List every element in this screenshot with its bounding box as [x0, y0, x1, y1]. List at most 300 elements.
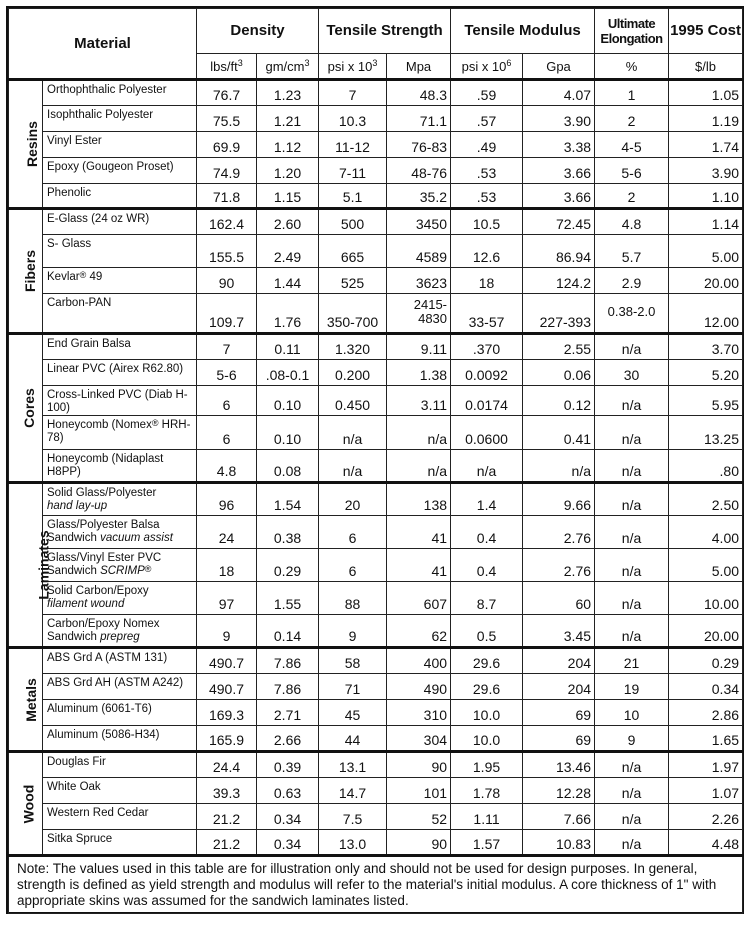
value-cell: 10.5 — [451, 209, 523, 235]
table-row — [9, 294, 743, 334]
value-cell: n/a — [595, 516, 669, 549]
value-cell: 4589 — [387, 235, 451, 268]
value-cell: 169.3 — [197, 700, 257, 726]
value-cell: n/a — [595, 615, 669, 648]
table-row — [9, 106, 743, 132]
value-cell: 1.320 — [319, 334, 387, 360]
material-properties-table — [8, 8, 743, 914]
value-cell: 39.3 — [197, 778, 257, 804]
value-cell: 227-393 — [523, 294, 595, 334]
value-cell: 4-5 — [595, 132, 669, 158]
value-cell: 30 — [595, 360, 669, 386]
category-label: Laminates — [35, 530, 52, 600]
value-cell: .49 — [451, 132, 523, 158]
value-cell: 9 — [595, 726, 669, 752]
value-cell: 1.97 — [669, 752, 743, 778]
value-cell: 1.55 — [257, 582, 319, 615]
value-cell: .370 — [451, 334, 523, 360]
value-cell: 124.2 — [523, 268, 595, 294]
value-cell: 10.0 — [451, 700, 523, 726]
value-cell: 45 — [319, 700, 387, 726]
material-name: Linear PVC (Airex R62.80) — [43, 360, 197, 386]
table-row — [9, 235, 743, 268]
material-name: Epoxy (Gougeon Proset) — [43, 158, 197, 184]
value-cell: 9 — [197, 615, 257, 648]
value-cell: 0.29 — [257, 549, 319, 582]
value-cell: 0.0092 — [451, 360, 523, 386]
value-cell: 86.94 — [523, 235, 595, 268]
value-cell: 350-700 — [319, 294, 387, 334]
value-cell: 0.38 — [257, 516, 319, 549]
table-row — [9, 450, 743, 483]
value-cell: 1.07 — [669, 778, 743, 804]
value-cell: 88 — [319, 582, 387, 615]
value-cell: n/a — [595, 450, 669, 483]
value-cell: 20.00 — [669, 615, 743, 648]
value-cell: 33-57 — [451, 294, 523, 334]
value-cell: 1.14 — [669, 209, 743, 235]
value-cell: 10.0 — [451, 726, 523, 752]
value-cell: 48-76 — [387, 158, 451, 184]
material-name: Carbon-PAN — [43, 294, 197, 334]
value-cell: 0.10 — [257, 416, 319, 450]
value-cell: 0.12 — [523, 386, 595, 416]
value-cell: 21.2 — [197, 830, 257, 856]
value-cell: 7 — [197, 334, 257, 360]
value-cell: 3.90 — [523, 106, 595, 132]
value-cell: 13.0 — [319, 830, 387, 856]
value-cell: 0.06 — [523, 360, 595, 386]
value-cell: n/a — [595, 549, 669, 582]
value-cell: 5.1 — [319, 184, 387, 209]
value-cell: 9.11 — [387, 334, 451, 360]
value-cell: 1.54 — [257, 483, 319, 516]
material-name: Orthophthalic Polyester — [43, 80, 197, 106]
table-row — [9, 483, 743, 516]
value-cell: 3.90 — [669, 158, 743, 184]
value-cell: n/a — [595, 386, 669, 416]
material-name: Solid Carbon/Epoxy filament wound — [43, 582, 197, 615]
value-cell: 0.200 — [319, 360, 387, 386]
value-cell: 10.00 — [669, 582, 743, 615]
value-cell: 18 — [197, 549, 257, 582]
value-cell: 109.7 — [197, 294, 257, 334]
value-cell: .08-0.1 — [257, 360, 319, 386]
value-cell: 20.00 — [669, 268, 743, 294]
value-cell: n/a — [595, 416, 669, 450]
value-cell: 20 — [319, 483, 387, 516]
value-cell: 69 — [523, 700, 595, 726]
value-cell: 1.74 — [669, 132, 743, 158]
value-cell: 1.38 — [387, 360, 451, 386]
material-name: Cross-Linked PVC (Diab H-100) — [43, 386, 197, 416]
value-cell: 310 — [387, 700, 451, 726]
value-cell: 7.86 — [257, 674, 319, 700]
unit-percent: % — [595, 54, 669, 80]
value-cell: 3.38 — [523, 132, 595, 158]
value-cell: 5-6 — [595, 158, 669, 184]
value-cell: 4.07 — [523, 80, 595, 106]
unit-dollars-per-lb: $/lb — [669, 54, 743, 80]
value-cell: 3.11 — [387, 386, 451, 416]
category-cores — [9, 334, 43, 483]
value-cell: 11-12 — [319, 132, 387, 158]
category-label: Metals — [22, 677, 39, 722]
value-cell: 1.44 — [257, 268, 319, 294]
material-name: Aluminum (6061-T6) — [43, 700, 197, 726]
unit-gpa: Gpa — [523, 54, 595, 80]
table-row — [9, 582, 743, 615]
material-name: Carbon/Epoxy Nomex Sandwich prepreg — [43, 615, 197, 648]
material-name: Western Red Cedar — [43, 804, 197, 830]
value-cell: 7.66 — [523, 804, 595, 830]
value-cell: 13.1 — [319, 752, 387, 778]
value-cell: 0.08 — [257, 450, 319, 483]
value-cell: 2.76 — [523, 549, 595, 582]
value-cell: 1.78 — [451, 778, 523, 804]
value-cell: 2.26 — [669, 804, 743, 830]
table-row — [9, 549, 743, 582]
value-cell: 490.7 — [197, 674, 257, 700]
value-cell: 2.50 — [669, 483, 743, 516]
value-cell: 7 — [319, 80, 387, 106]
material-name: Phenolic — [43, 184, 197, 209]
header-cost: 1995 Cost — [669, 9, 743, 54]
value-cell: 1.95 — [451, 752, 523, 778]
material-name: ABS Grd AH (ASTM A242) — [43, 674, 197, 700]
value-cell: 2.49 — [257, 235, 319, 268]
header-tensile-modulus: Tensile Modulus — [451, 9, 595, 54]
table-row — [9, 674, 743, 700]
table-row — [9, 648, 743, 674]
value-cell: 3.70 — [669, 334, 743, 360]
value-cell: 3.66 — [523, 158, 595, 184]
table-row — [9, 615, 743, 648]
material-name: White Oak — [43, 778, 197, 804]
value-cell: 41 — [387, 549, 451, 582]
value-cell: 304 — [387, 726, 451, 752]
value-cell: 4.8 — [197, 450, 257, 483]
value-cell: 500 — [319, 209, 387, 235]
value-cell: 2.9 — [595, 268, 669, 294]
value-cell: 1.19 — [669, 106, 743, 132]
value-cell: 1.76 — [257, 294, 319, 334]
value-cell: 90 — [387, 752, 451, 778]
value-cell: 10.3 — [319, 106, 387, 132]
value-cell: 74.9 — [197, 158, 257, 184]
value-cell: 0.63 — [257, 778, 319, 804]
value-cell: 490.7 — [197, 648, 257, 674]
value-cell: 7-11 — [319, 158, 387, 184]
unit-psi-1e3: psi x $10^3$ — [319, 54, 387, 80]
value-cell: 0.0600 — [451, 416, 523, 450]
value-cell: 29.6 — [451, 674, 523, 700]
unit-mpa: Mpa — [387, 54, 451, 80]
value-cell: 21.2 — [197, 804, 257, 830]
value-cell: 2.76 — [523, 516, 595, 549]
value-cell: 12.28 — [523, 778, 595, 804]
material-name: Solid Glass/Polyester hand lay-up — [43, 483, 197, 516]
value-cell: 0.38-2.0 — [595, 294, 669, 334]
value-cell: n/a — [387, 416, 451, 450]
value-cell: 6 — [197, 416, 257, 450]
material-name: Glass/Polyester Balsa Sandwich vacuum assist — [43, 516, 197, 549]
value-cell: 48.3 — [387, 80, 451, 106]
value-cell: 0.29 — [669, 648, 743, 674]
category-resins — [9, 80, 43, 209]
value-cell: 35.2 — [387, 184, 451, 209]
value-cell: n/a — [595, 582, 669, 615]
value-cell: 5.00 — [669, 235, 743, 268]
value-cell: 24.4 — [197, 752, 257, 778]
value-cell: 525 — [319, 268, 387, 294]
table-row — [9, 268, 743, 294]
value-cell: 1.57 — [451, 830, 523, 856]
material-name: E-Glass (24 oz WR) — [43, 209, 197, 235]
material-name: Kevlar® 49 — [43, 268, 197, 294]
table-row — [9, 700, 743, 726]
table-row — [9, 516, 743, 549]
value-cell: 0.0174 — [451, 386, 523, 416]
table-row — [9, 334, 743, 360]
value-cell: 97 — [197, 582, 257, 615]
header-material: Material — [9, 9, 197, 80]
category-label: Wood — [20, 784, 37, 823]
value-cell: 162.4 — [197, 209, 257, 235]
value-cell: 24 — [197, 516, 257, 549]
value-cell: 71 — [319, 674, 387, 700]
value-cell: 2.60 — [257, 209, 319, 235]
table-row — [9, 158, 743, 184]
value-cell: 101 — [387, 778, 451, 804]
table-row — [9, 132, 743, 158]
value-cell: 90 — [387, 830, 451, 856]
value-cell: .53 — [451, 158, 523, 184]
category-metals — [9, 648, 43, 752]
value-cell: 52 — [387, 804, 451, 830]
value-cell: 665 — [319, 235, 387, 268]
value-cell: n/a — [451, 450, 523, 483]
material-name: Aluminum (5086-H34) — [43, 726, 197, 752]
value-cell: .53 — [451, 184, 523, 209]
value-cell: 69.9 — [197, 132, 257, 158]
value-cell: 138 — [387, 483, 451, 516]
value-cell: 7.5 — [319, 804, 387, 830]
material-name: Honeycomb (Nomex® HRH-78) — [43, 416, 197, 450]
table-body — [9, 80, 743, 856]
value-cell: 204 — [523, 674, 595, 700]
value-cell: 6 — [319, 549, 387, 582]
value-cell: n/a — [595, 483, 669, 516]
value-cell: n/a — [523, 450, 595, 483]
value-cell: 6 — [319, 516, 387, 549]
value-cell: 2.71 — [257, 700, 319, 726]
category-laminates — [9, 483, 52, 648]
value-cell: 5.00 — [669, 549, 743, 582]
value-cell: 12.00 — [669, 294, 743, 334]
material-name: Vinyl Ester — [43, 132, 197, 158]
value-cell: n/a — [319, 450, 387, 483]
category-label: Cores — [20, 388, 37, 428]
value-cell: 6 — [197, 386, 257, 416]
value-cell: 76-83 — [387, 132, 451, 158]
value-cell: 8.7 — [451, 582, 523, 615]
value-cell: 9 — [319, 615, 387, 648]
value-cell: 155.5 — [197, 235, 257, 268]
value-cell: 0.4 — [451, 549, 523, 582]
value-cell: 9.66 — [523, 483, 595, 516]
value-cell: 10 — [595, 700, 669, 726]
value-cell: 1.15 — [257, 184, 319, 209]
value-cell: 0.39 — [257, 752, 319, 778]
category-label: Resins — [23, 121, 40, 167]
value-cell: 204 — [523, 648, 595, 674]
value-cell: 2 — [595, 106, 669, 132]
value-cell: 0.41 — [523, 416, 595, 450]
value-cell: 5.95 — [669, 386, 743, 416]
value-cell: 41 — [387, 516, 451, 549]
value-cell: 3450 — [387, 209, 451, 235]
value-cell: 90 — [197, 268, 257, 294]
material-name: End Grain Balsa — [43, 334, 197, 360]
value-cell: 2.86 — [669, 700, 743, 726]
unit-gm-cm3: $gm/cm^3$ — [257, 54, 319, 80]
properties-table-frame — [6, 6, 744, 914]
value-cell: 72.45 — [523, 209, 595, 235]
value-cell: 14.7 — [319, 778, 387, 804]
category-wood — [9, 752, 43, 856]
value-cell: 1.4 — [451, 483, 523, 516]
value-cell: 1.23 — [257, 80, 319, 106]
value-cell: 0.14 — [257, 615, 319, 648]
table-row — [9, 360, 743, 386]
value-cell: .59 — [451, 80, 523, 106]
value-cell: 5-6 — [197, 360, 257, 386]
table-row — [9, 416, 743, 450]
value-cell: 21 — [595, 648, 669, 674]
value-cell: 13.25 — [669, 416, 743, 450]
value-cell: 5.20 — [669, 360, 743, 386]
value-cell: 3623 — [387, 268, 451, 294]
value-cell: 1.11 — [451, 804, 523, 830]
table-row — [9, 184, 743, 209]
value-cell: 75.5 — [197, 106, 257, 132]
value-cell: 10.83 — [523, 830, 595, 856]
value-cell: 76.7 — [197, 80, 257, 106]
value-cell: 0.10 — [257, 386, 319, 416]
value-cell: 96 — [197, 483, 257, 516]
value-cell: 44 — [319, 726, 387, 752]
value-cell: 490 — [387, 674, 451, 700]
material-name: Isophthalic Polyester — [43, 106, 197, 132]
table-row — [9, 209, 743, 235]
value-cell: .80 — [669, 450, 743, 483]
value-cell: 0.450 — [319, 386, 387, 416]
value-cell: 1.21 — [257, 106, 319, 132]
table-row — [9, 830, 743, 856]
value-cell: 607 — [387, 582, 451, 615]
value-cell: 29.6 — [451, 648, 523, 674]
value-cell: 0.4 — [451, 516, 523, 549]
value-cell: 12.6 — [451, 235, 523, 268]
header-tensile-strength: Tensile Strength — [319, 9, 451, 54]
value-cell: .57 — [451, 106, 523, 132]
value-cell: 5.7 — [595, 235, 669, 268]
value-cell: 3.66 — [523, 184, 595, 209]
unit-psi-1e6: psi x $10^6$ — [451, 54, 523, 80]
table-note: Note: The values used in this table are for illustration only and should not be used for design purposes. In general, strength is defined as yield strength and modulus will refer to the material's initial modulus. A core thickness of 1" with appropriate skins was assumed for the sandwich laminates listed. — [9, 856, 743, 914]
value-cell: 400 — [387, 648, 451, 674]
value-cell: 19 — [595, 674, 669, 700]
unit-lbs-ft3: lbs/$ft^3$ — [197, 54, 257, 80]
value-cell: 0.5 — [451, 615, 523, 648]
table-row — [9, 778, 743, 804]
value-cell: n/a — [387, 450, 451, 483]
material-name: Honeycomb (Nidaplast H8PP) — [43, 450, 197, 483]
category-fibers — [9, 209, 43, 334]
value-cell: 1.10 — [669, 184, 743, 209]
value-cell: 1.12 — [257, 132, 319, 158]
value-cell: 0.11 — [257, 334, 319, 360]
value-cell: 4.48 — [669, 830, 743, 856]
value-cell: n/a — [595, 804, 669, 830]
value-cell: 71.8 — [197, 184, 257, 209]
table-row — [9, 804, 743, 830]
header-density: Density — [197, 9, 319, 54]
material-name: Douglas Fir — [43, 752, 197, 778]
value-cell: 58 — [319, 648, 387, 674]
material-name: S- Glass — [43, 235, 197, 268]
header-ultimate-elongation: Ultimate Elongation — [595, 9, 669, 54]
value-cell: 71.1 — [387, 106, 451, 132]
value-cell: 2.66 — [257, 726, 319, 752]
material-name: Sitka Spruce — [43, 830, 197, 856]
value-cell: 18 — [451, 268, 523, 294]
value-cell: 0.34 — [669, 674, 743, 700]
value-cell: 0.34 — [257, 804, 319, 830]
value-cell: n/a — [595, 334, 669, 360]
value-cell: 165.9 — [197, 726, 257, 752]
table-row — [9, 726, 743, 752]
value-cell: 1.20 — [257, 158, 319, 184]
value-cell: 2 — [595, 184, 669, 209]
table-row — [9, 752, 743, 778]
value-cell: 62 — [387, 615, 451, 648]
value-cell: 1 — [595, 80, 669, 106]
value-cell: 2.55 — [523, 334, 595, 360]
value-cell: 4.00 — [669, 516, 743, 549]
table-row — [9, 386, 743, 416]
material-name: Glass/Vinyl Ester PVC Sandwich SCRIMP® — [43, 549, 197, 582]
value-cell: 0.34 — [257, 830, 319, 856]
category-label: Fibers — [22, 249, 39, 293]
value-cell: n/a — [595, 830, 669, 856]
value-cell: n/a — [319, 416, 387, 450]
value-cell: 13.46 — [523, 752, 595, 778]
value-cell: 1.05 — [669, 80, 743, 106]
value-cell: 1.65 — [669, 726, 743, 752]
value-cell: 7.86 — [257, 648, 319, 674]
value-cell: 4.8 — [595, 209, 669, 235]
value-cell: 69 — [523, 726, 595, 752]
material-name: ABS Grd A (ASTM 131) — [43, 648, 197, 674]
value-cell: 3.45 — [523, 615, 595, 648]
value-cell: n/a — [595, 752, 669, 778]
table-row — [9, 80, 743, 106]
value-cell: 60 — [523, 582, 595, 615]
value-cell: 2415-4830 — [387, 294, 451, 334]
value-cell: n/a — [595, 778, 669, 804]
